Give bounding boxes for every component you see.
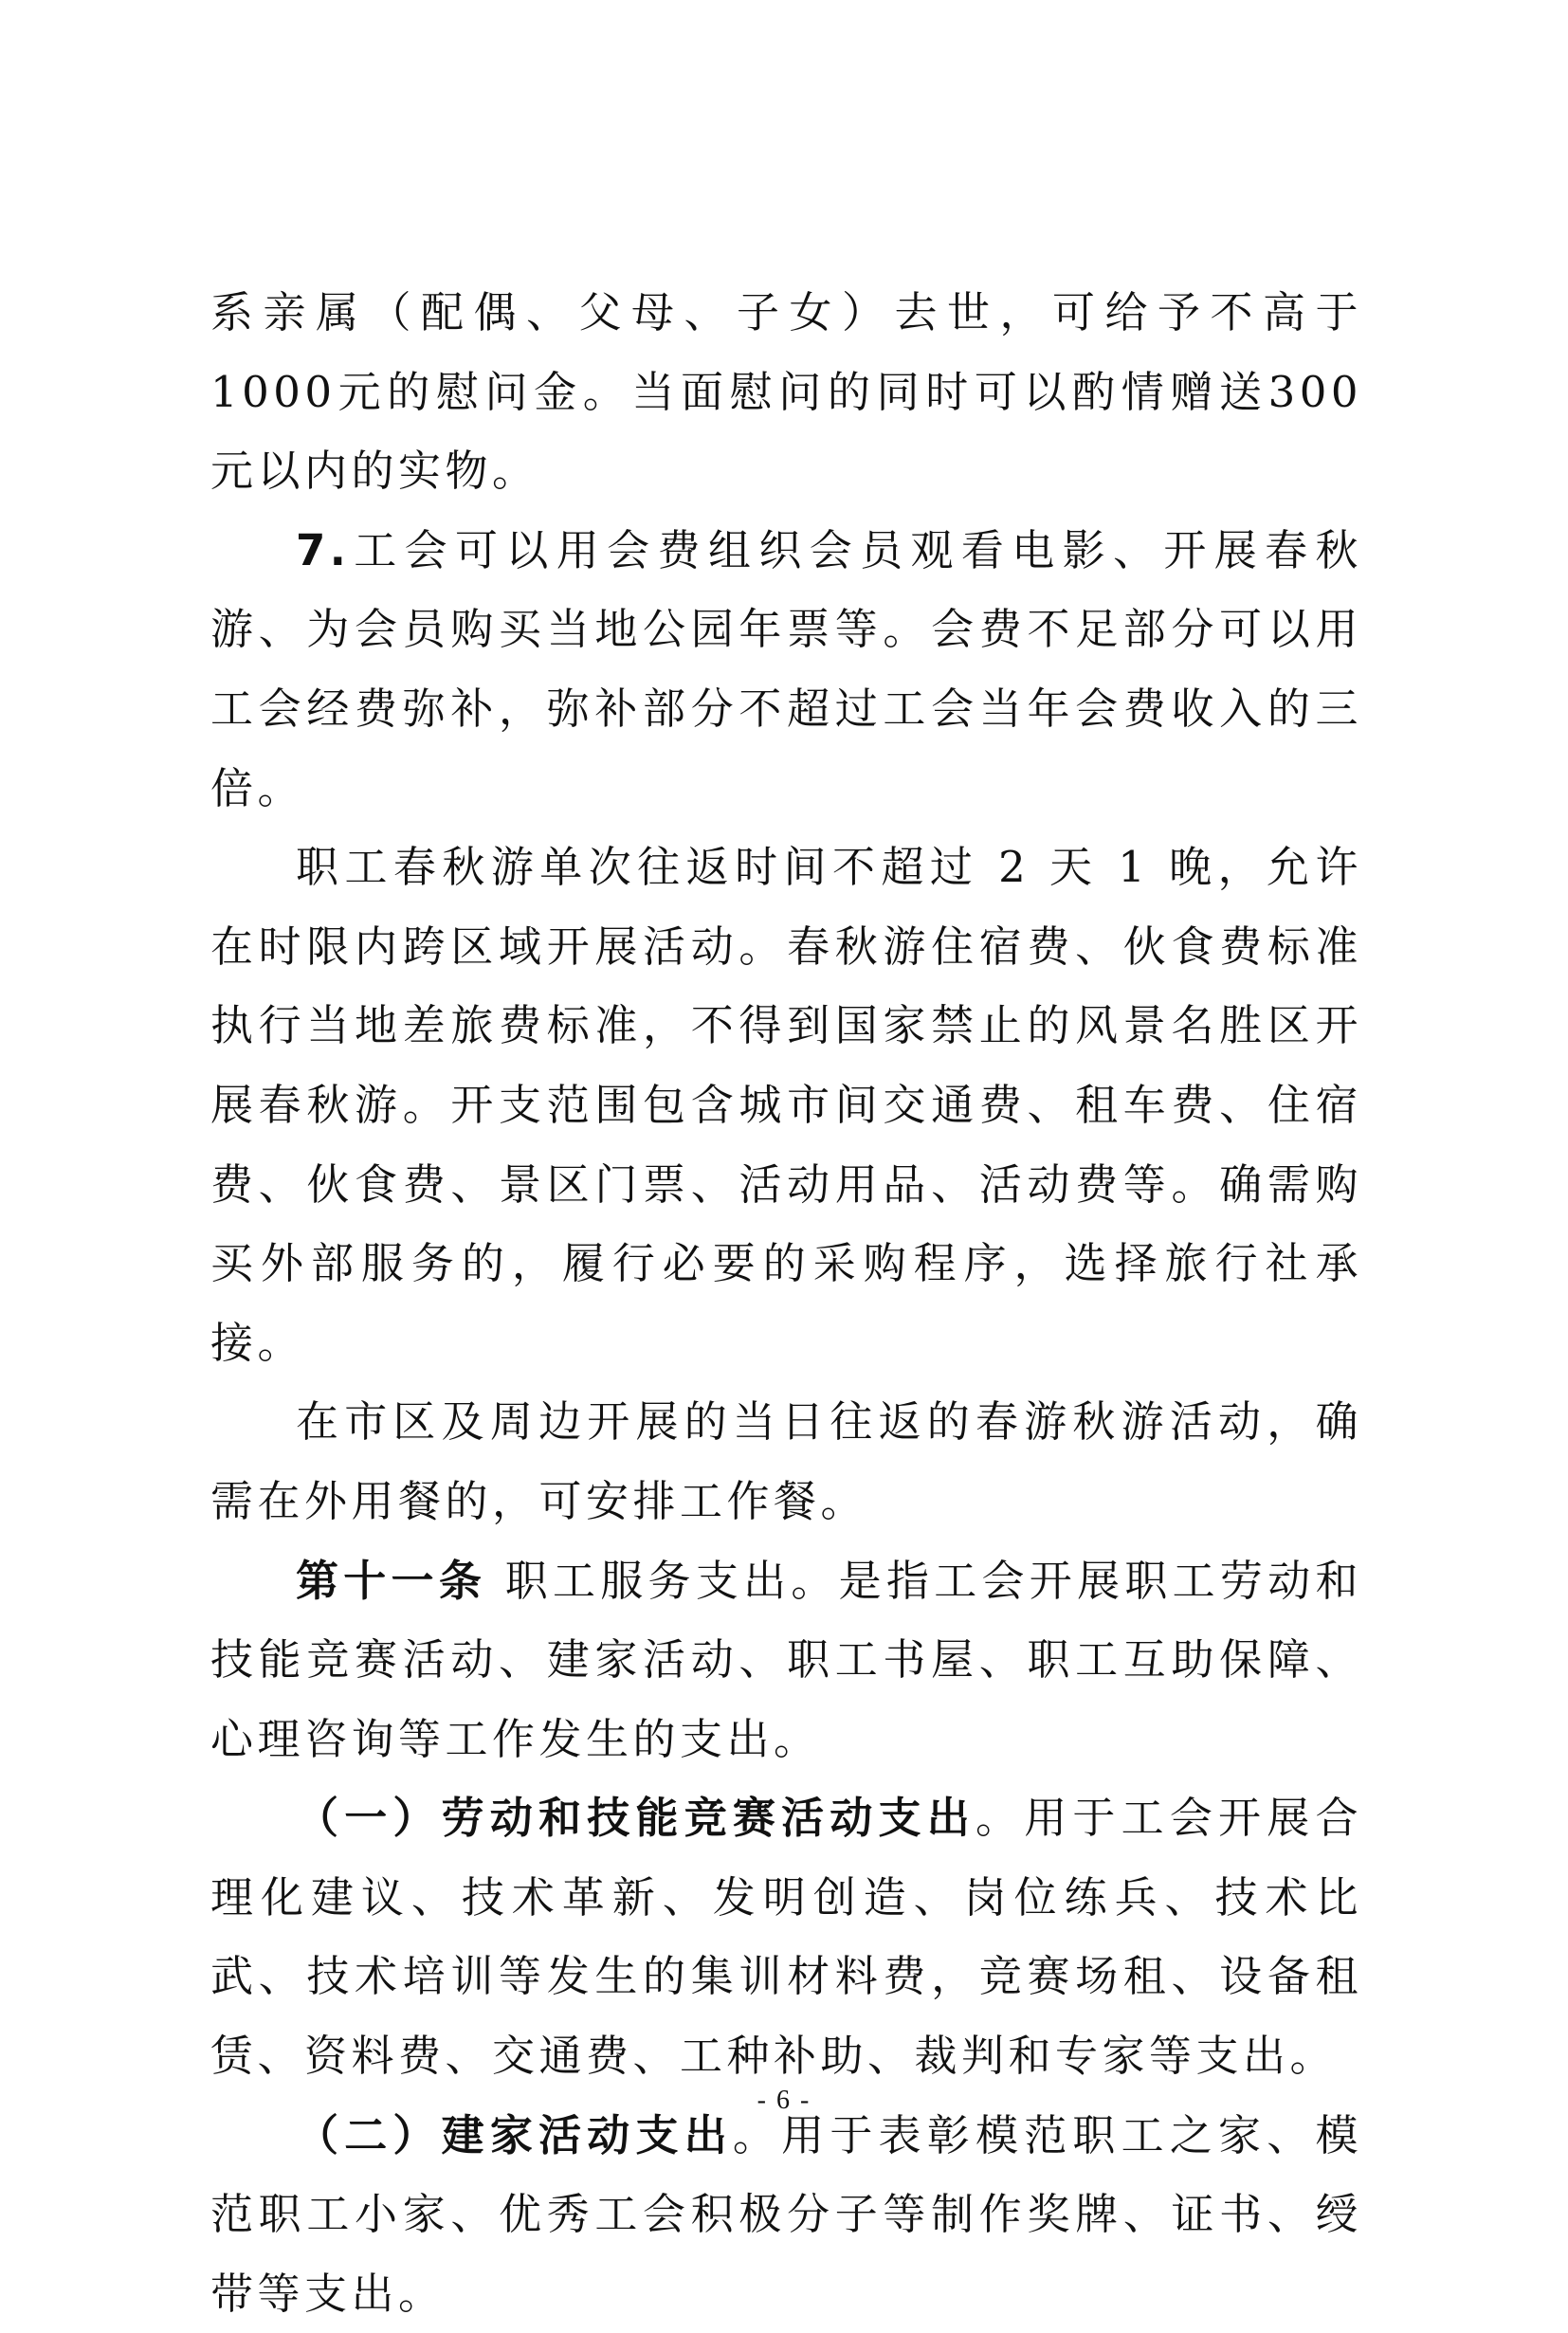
- paragraph-text: 职工服务支出。是指工会开展职工劳动和技能竞赛活动、建家活动、职工书屋、职工互助保障、心理咨询等工作发生的支出。: [210, 1555, 1362, 1764]
- paragraph-item-7: [210, 511, 1362, 828]
- section-heading: （二）建家活动支出: [296, 2109, 733, 2160]
- paragraph-spring-autumn-trip: [210, 828, 1362, 1382]
- paragraph-day-trip-meals: [210, 1382, 1362, 1540]
- page-number: - 6 -: [757, 2086, 811, 2115]
- paragraph-condolence-continuation: [210, 273, 1362, 511]
- paragraph-section-1: [210, 1778, 1362, 2095]
- document-body: [210, 273, 1362, 2333]
- paragraph-text: 。用于工会开展合理化建议、技术革新、发明创造、岗位练兵、技术比武、技术培训等发生的集训材料费，竞赛场租、设备租赁、资料费、交通费、工种补助、裁判和专家等支出。: [210, 1793, 1362, 2082]
- article-heading: 第十一条: [296, 1555, 487, 1606]
- section-heading: （一）劳动和技能竞赛活动支出: [296, 1793, 975, 1844]
- paragraph-section-2: [210, 2096, 1362, 2333]
- paragraph-article-11: [210, 1541, 1362, 1779]
- paragraph-text: 在市区及周边开展的当日往返的春游秋游活动，确需在外用餐的，可安排工作餐。: [210, 1396, 1362, 1526]
- paragraph-text: 。用于表彰模范职工之家、模范职工小家、优秀工会积极分子等制作奖牌、证书、绶带等支出。: [210, 2109, 1362, 2319]
- paragraph-text: 职工春秋游单次往返时间不超过 2 天 1 晚，允许在时限内跨区域开展活动。春秋游住宿费、伙食费标准执行当地差旅费标准，不得到国家禁止的风景名胜区开展春秋游。开支范围包含城市间交通费、租车费、住宿费、伙食费、景区门票、活动用品、活动费等。确需购买外部服务的，履行必要的采购程序，选择旅行社承接。: [210, 842, 1362, 1368]
- item-number: 7.: [296, 524, 351, 575]
- paragraph-text: 工会可以用会费组织会员观看电影、开展春秋游、为会员购买当地公园年票等。会费不足部分可以用工会经费弥补，弥补部分不超过工会当年会费收入的三倍。: [210, 524, 1362, 813]
- paragraph-text: 系亲属（配偶、父母、子女）去世，可给予不高于1000元的慰问金。当面慰问的同时可以酌情赠送300元以内的实物。: [210, 287, 1362, 497]
